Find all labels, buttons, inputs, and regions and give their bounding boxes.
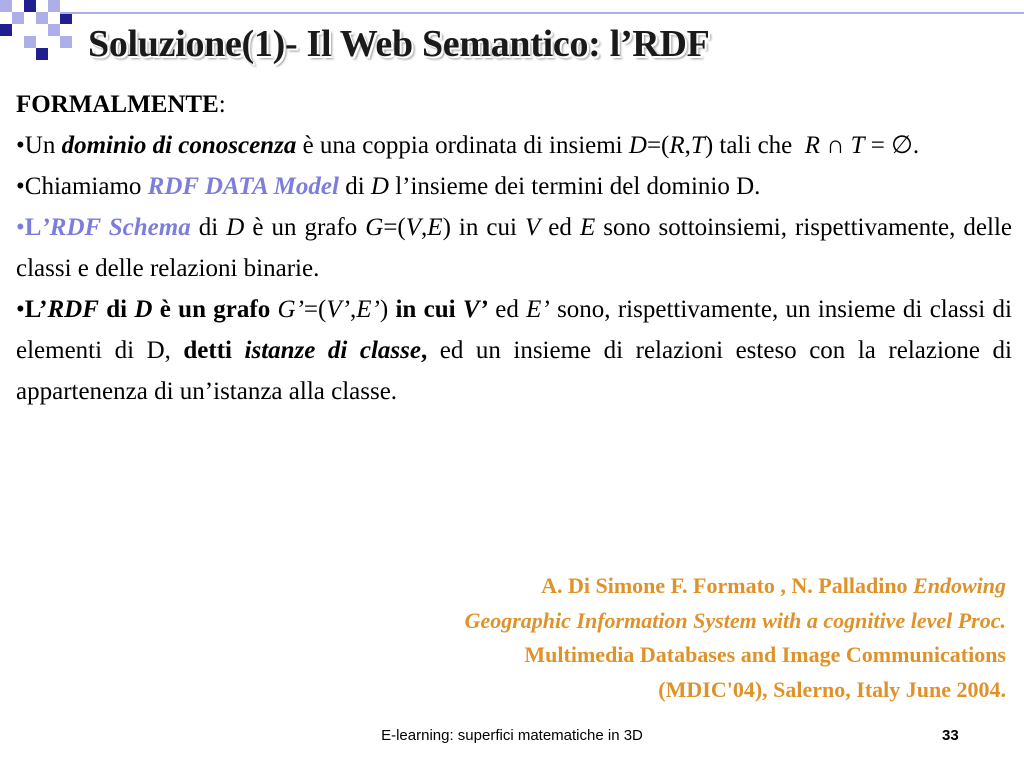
footer-text: E-learning: superfici matematiche in 3D xyxy=(381,727,643,744)
heading-formalmente: FORMALMENTE: xyxy=(16,91,226,118)
bullet-dominio: •Un dominio di conoscenza è una coppia ordinata di insiemi D=(R,T) tali che R ∩ T = ∅. xyxy=(16,132,920,159)
term-rdf-data-model: RDF DATA Model xyxy=(147,173,339,200)
term-istanze-di-classe: istanze di classe xyxy=(244,337,421,364)
term-dominio: dominio di conoscenza xyxy=(61,132,297,159)
term-rdf-schema: ’RDF Schema xyxy=(41,214,191,241)
slide-body xyxy=(16,84,1012,412)
bullet-rdf-schema: •L’RDF Schema di D è un grafo G=(V,E) in cui V ed E sono sottoinsiemi, rispettivamente, delle classi e delle relazioni binarie. xyxy=(16,214,1013,282)
bullet-rdf-graph: •L’RDF di D è un grafo G’=(V’,E’) in cui V’ ed E’ sono, rispettivamente, un insieme di classi di elementi di D, detti istanze di classe, ed un insieme di relazioni esteso con la relazione di appartenenza di un’istanza alla classe. xyxy=(16,296,1012,405)
slide-title: Soluzione(1)- Il Web Semantico: l’RDF xyxy=(88,23,710,65)
bullet-rdf-data-model: •Chiamiamo RDF DATA Model di D l’insieme dei termini del dominio D. xyxy=(16,173,761,200)
reference-citation xyxy=(246,569,1006,707)
page-number: 33 xyxy=(942,727,959,744)
reference-line-1: A. Di Simone F. Formato , N. Palladino Endowing xyxy=(541,573,1006,598)
reference-line-4: (MDIC'04), Salerno, Italy June 2004. xyxy=(658,676,1006,702)
reference-line-3: Multimedia Databases and Image Communications xyxy=(524,642,1006,667)
reference-line-2: Geographic Information System with a cognitive level Proc. xyxy=(464,607,1006,633)
